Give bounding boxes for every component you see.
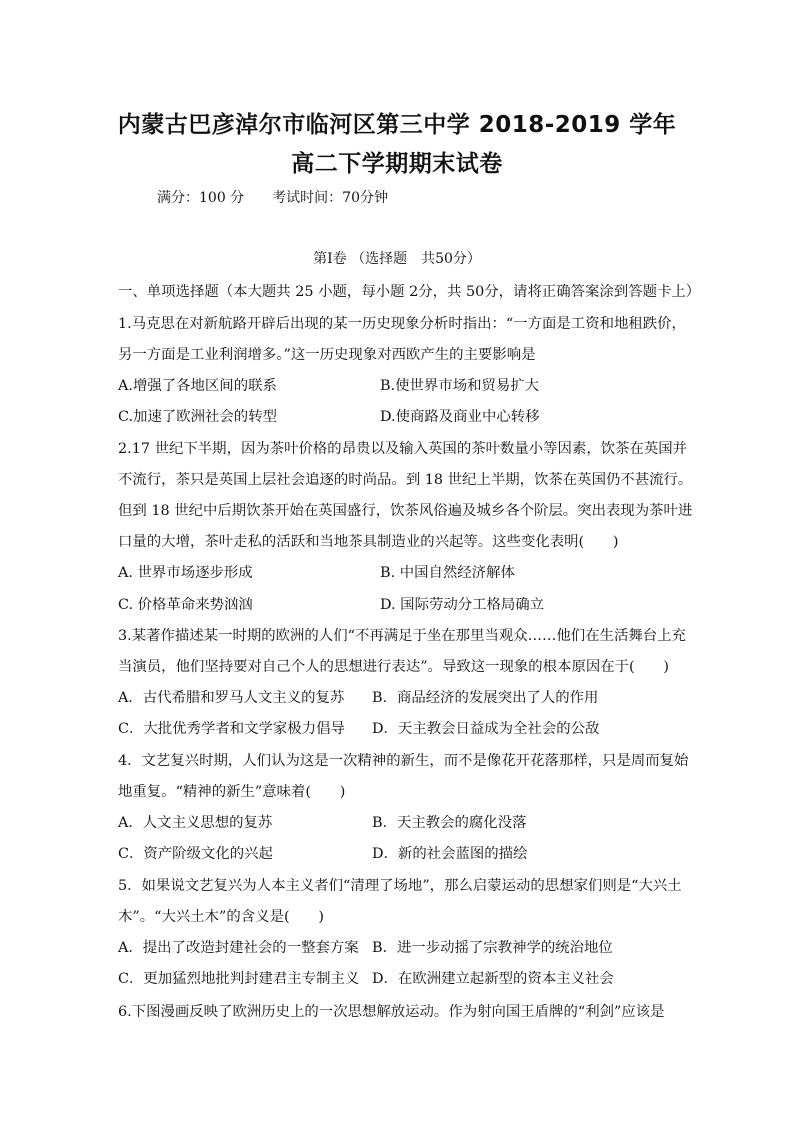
question-4-option-c: C．资产阶级文化的兴起 — [118, 846, 273, 862]
question-2-line-1: 2.17 世纪下半期，因为茶叶价格的昂贵以及输入英国的茶叶数量小等因素，饮茶在英国并 — [118, 441, 688, 457]
question-5-option-b: B．进一步动摇了宗教神学的统治地位 — [372, 940, 613, 956]
question-2-line-4: 口量的大增，茶叶走私的活跃和当地茶具制造业的兴起等。这些变化表明( ) — [118, 534, 619, 550]
question-4-line-2: 地重复。“精神的新生”意味着( ) — [118, 784, 346, 800]
question-5-line-1: 5．如果说文艺复兴为人本主义者们“清理了场地”，那么启蒙运动的思想家们则是“大兴土 — [118, 878, 682, 894]
question-5-option-d: D．在欧洲建立起新型的资本主义社会 — [372, 971, 614, 987]
full-score: 满分：100 分 — [157, 190, 245, 206]
question-4-option-a: A．人文主义思想的复苏 — [118, 815, 273, 831]
question-4-line-1: 4．文艺复兴时期，人们认为这是一次精神的新生，而不是像花开花落那样，只是周而复始 — [118, 753, 689, 769]
question-1-line-1: 1.马克思在对新航路开辟后出现的某一历史现象分析时指出：“一方面是工资和地租跌价， — [118, 316, 686, 332]
question-3-option-d: D．天主教会日益成为全社会的公敌 — [372, 721, 600, 737]
question-5-line-2: 木”。“大兴土木”的含义是( ) — [118, 909, 324, 925]
question-3-line-1: 3.某著作描述某一时期的欧洲的人们“不再满足于坐在那里当观众……他们在生活舞台上充 — [118, 628, 686, 644]
question-5-option-a: A．提出了改造封建社会的一整套方案 — [118, 940, 359, 956]
question-2-option-a: A. 世界市场逐步形成 — [118, 565, 253, 581]
exam-title-line1: 内蒙古巴彦淖尔市临河区第三中学 2018-2019 学年 — [117, 112, 677, 138]
question-4-option-d: D．新的社会蓝图的描绘 — [372, 846, 528, 862]
question-2-line-2: 不流行，茶只是英国上层社会追逐的时尚品。到 18 世纪上半期，饮茶在英国仍不甚流行。 — [118, 472, 693, 488]
section-title: 第Ⅰ卷 （选择题 共50分） — [313, 251, 481, 267]
question-1-line-2: 另一方面是工业利润增多。”这一历史现象对西欧产生的主要影响是 — [118, 347, 536, 363]
section-instruction: 一、单项选择题（本大题共 25 小题，每小题 2分，共 50分，请将正确答案涂到答题卡上） — [118, 284, 701, 300]
question-4-option-b: B．天主教会的腐化没落 — [372, 815, 527, 831]
question-2-option-d: D. 国际劳动分工格局确立 — [380, 597, 545, 613]
question-3-option-a: A．古代希腊和罗马人文主义的复苏 — [118, 690, 345, 706]
question-2-option-b: B. 中国自然经济解体 — [380, 565, 515, 581]
question-2-option-c: C. 价格革命来势汹汹 — [118, 597, 253, 613]
exam-title-line2: 高二下学期期末试卷 — [291, 151, 503, 177]
question-3-option-b: B．商品经济的发展突出了人的作用 — [372, 690, 599, 706]
question-6-line-1: 6.下图漫画反映了欧洲历史上的一次思想解放运动。作为射向国王盾牌的“利剑”应该是 — [118, 1004, 665, 1020]
question-1-option-c: C.加速了欧洲社会的转型 — [118, 409, 277, 425]
question-2-line-3: 但到 18 世纪中后期饮茶开始在英国盛行，饮茶风俗遍及城乡各个阶层。突出表现为茶叶进 — [118, 503, 693, 519]
question-3-option-c: C．大批优秀学者和文学家极力倡导 — [118, 721, 345, 737]
question-1-option-b: B.使世界市场和贸易扩大 — [380, 378, 540, 394]
question-3-line-2: 当演员，他们坚持要对自己个人的思想进行表达”。导致这一现象的根本原因在于( ) — [118, 659, 670, 675]
question-1-option-a: A.增强了各地区间的联系 — [118, 378, 277, 394]
question-5-option-c: C．更加猛烈地批判封建君主专制主义 — [118, 971, 360, 987]
exam-meta — [157, 187, 388, 207]
question-1-option-d: D.使商路及商业中心转移 — [380, 409, 540, 425]
exam-time: 考试时间：70分钟 — [272, 190, 388, 206]
